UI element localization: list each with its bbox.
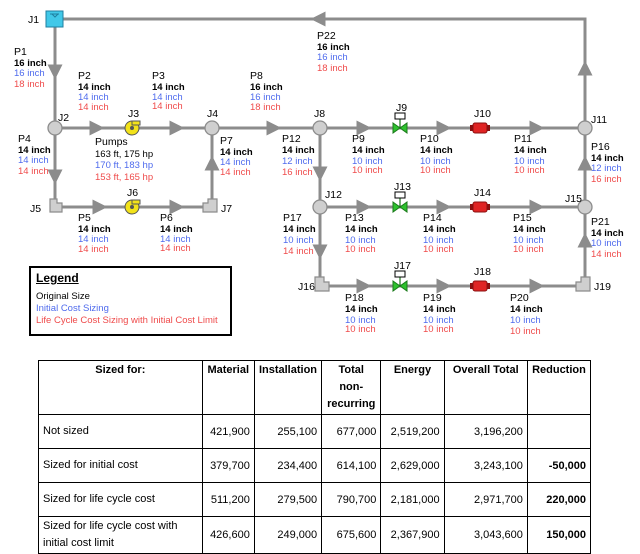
label-j17: J17 xyxy=(394,260,411,272)
pipe-label-p11 xyxy=(514,133,547,176)
svg-text:P22: P22 xyxy=(317,30,336,42)
legend-original: Original Size xyxy=(36,291,90,302)
label-j3: J3 xyxy=(128,108,140,120)
svg-text:P1: P1 xyxy=(14,46,27,58)
svg-text:10 inch: 10 inch xyxy=(423,324,454,335)
cell-material: 379,700 xyxy=(202,449,254,483)
cell-energy: 2,629,000 xyxy=(381,449,444,483)
svg-text:14 inch: 14 inch xyxy=(420,145,453,156)
svg-text:14 inch: 14 inch xyxy=(591,249,622,260)
svg-text:P16: P16 xyxy=(591,141,610,153)
table-row xyxy=(39,517,591,554)
svg-text:14 inch: 14 inch xyxy=(345,304,378,315)
svg-text:P2: P2 xyxy=(78,70,91,82)
pipe-label-p19 xyxy=(423,292,456,335)
svg-text:10 inch: 10 inch xyxy=(345,315,376,326)
svg-text:10 inch: 10 inch xyxy=(283,235,314,246)
svg-text:P3: P3 xyxy=(152,70,165,82)
svg-text:P15: P15 xyxy=(513,212,532,224)
svg-text:16 inch: 16 inch xyxy=(250,92,281,103)
pipe-label-p9 xyxy=(352,133,385,176)
svg-text:P21: P21 xyxy=(591,216,610,228)
svg-text:P8: P8 xyxy=(250,70,263,82)
svg-text:10 inch: 10 inch xyxy=(345,324,376,335)
svg-text:14 inch: 14 inch xyxy=(18,155,49,166)
label-j19: J19 xyxy=(594,281,611,293)
junction-j12[interactable] xyxy=(313,200,327,214)
pipe-label-p13 xyxy=(345,212,378,255)
label-j18: J18 xyxy=(474,266,491,278)
elbow-j16[interactable] xyxy=(315,277,329,291)
cell-total: 3,196,200 xyxy=(444,415,527,449)
valve-j17[interactable] xyxy=(393,271,407,291)
row-label: Sized for life cycle cost with initial cost limit xyxy=(39,517,203,554)
junction-j11[interactable] xyxy=(578,121,592,135)
svg-text:16 inch: 16 inch xyxy=(250,82,283,93)
svg-text:14 inch: 14 inch xyxy=(152,92,183,103)
svg-text:P12: P12 xyxy=(282,133,301,145)
svg-text:P7: P7 xyxy=(220,135,233,147)
cell-installation: 249,000 xyxy=(254,517,321,554)
cell-reduction: 220,000 xyxy=(527,483,590,517)
pipe-label-p7 xyxy=(220,135,253,178)
row-label: Sized for initial cost xyxy=(39,449,203,483)
svg-text:P10: P10 xyxy=(420,133,439,145)
cell-nonrecurring: 790,700 xyxy=(322,483,381,517)
svg-text:18 inch: 18 inch xyxy=(14,79,45,90)
svg-text:10 inch: 10 inch xyxy=(513,244,544,255)
heat-exchanger-j14[interactable] xyxy=(470,202,490,212)
svg-text:14 inch: 14 inch xyxy=(283,246,314,257)
svg-text:14 inch: 14 inch xyxy=(78,234,109,245)
svg-text:14 inch: 14 inch xyxy=(18,145,51,156)
label-j6: J6 xyxy=(127,187,139,199)
svg-text:12 inch: 12 inch xyxy=(282,156,313,167)
header-material: Material xyxy=(202,361,254,415)
svg-text:16 inch: 16 inch xyxy=(14,58,47,69)
pipe-label-p21 xyxy=(591,216,624,260)
svg-text:10 inch: 10 inch xyxy=(513,235,544,246)
svg-text:10 inch: 10 inch xyxy=(423,315,454,326)
svg-text:14 inch: 14 inch xyxy=(510,304,543,315)
header-installation: Installation xyxy=(254,361,321,415)
svg-text:14 inch: 14 inch xyxy=(423,304,456,315)
svg-text:10 inch: 10 inch xyxy=(510,326,541,337)
cell-nonrecurring: 614,100 xyxy=(322,449,381,483)
label-j15: J15 xyxy=(565,193,582,205)
svg-text:P6: P6 xyxy=(160,212,173,224)
cell-reduction: -50,000 xyxy=(527,449,590,483)
table-row xyxy=(39,415,591,449)
pipe-label-p22 xyxy=(317,30,350,74)
cell-material: 511,200 xyxy=(202,483,254,517)
label-j13: J13 xyxy=(394,181,411,193)
svg-text:153 ft, 165 hp: 153 ft, 165 hp xyxy=(95,172,154,183)
cell-energy: 2,181,000 xyxy=(381,483,444,517)
svg-text:14 inch: 14 inch xyxy=(78,224,111,235)
label-j9: J9 xyxy=(396,102,408,114)
heat-exchanger-j18[interactable] xyxy=(470,281,490,291)
svg-text:14 inch: 14 inch xyxy=(220,167,251,178)
svg-text:10 inch: 10 inch xyxy=(420,165,451,176)
svg-text:14 inch: 14 inch xyxy=(160,234,191,245)
cell-material: 421,900 xyxy=(202,415,254,449)
svg-text:14 inch: 14 inch xyxy=(345,224,378,235)
heat-exchanger-j10[interactable] xyxy=(470,123,490,133)
label-j8: J8 xyxy=(314,108,326,120)
pipe-label-p6 xyxy=(160,212,193,254)
svg-text:P17: P17 xyxy=(283,212,302,224)
svg-text:P20: P20 xyxy=(510,292,529,304)
svg-text:18 inch: 18 inch xyxy=(317,63,348,74)
pipe-label-p18 xyxy=(345,292,378,335)
svg-text:18 inch: 18 inch xyxy=(250,102,281,113)
svg-text:16 inch: 16 inch xyxy=(317,52,348,63)
pipe-label-p5 xyxy=(78,212,111,255)
label-j16: J16 xyxy=(298,281,315,293)
svg-text:10 inch: 10 inch xyxy=(345,244,376,255)
cell-reduction xyxy=(527,415,590,449)
pipe-label-p15 xyxy=(513,212,546,255)
svg-text:16 inch: 16 inch xyxy=(317,42,350,53)
svg-text:P13: P13 xyxy=(345,212,364,224)
pipe-label-p12 xyxy=(282,133,315,178)
label-j7: J7 xyxy=(221,203,233,215)
header-energy: Energy xyxy=(381,361,444,415)
cell-nonrecurring: 677,000 xyxy=(322,415,381,449)
svg-text:10 inch: 10 inch xyxy=(420,156,451,167)
svg-text:163 ft, 175 hp: 163 ft, 175 hp xyxy=(95,149,154,160)
label-j4: J4 xyxy=(207,108,219,120)
cell-installation: 234,400 xyxy=(254,449,321,483)
label-j10: J10 xyxy=(474,108,491,120)
tank-j1[interactable] xyxy=(46,11,63,27)
svg-text:14 inch: 14 inch xyxy=(591,153,624,164)
svg-text:14 inch: 14 inch xyxy=(220,147,253,158)
elbow-j5[interactable] xyxy=(50,199,62,212)
cell-reduction: 150,000 xyxy=(527,517,590,554)
pipe-label-p14 xyxy=(423,212,456,255)
cell-total: 3,043,600 xyxy=(444,517,527,554)
pipe-label-p10 xyxy=(420,133,453,176)
svg-text:Pumps: Pumps xyxy=(95,136,128,148)
svg-text:14 inch: 14 inch xyxy=(220,157,251,168)
svg-text:14 inch: 14 inch xyxy=(513,224,546,235)
svg-text:10 inch: 10 inch xyxy=(352,165,383,176)
svg-text:10 inch: 10 inch xyxy=(514,165,545,176)
row-label: Not sized xyxy=(39,415,203,449)
svg-text:P5: P5 xyxy=(78,212,91,224)
pipe-label-p17 xyxy=(283,212,316,257)
cell-total: 2,971,700 xyxy=(444,483,527,517)
junction-j8[interactable] xyxy=(313,121,327,135)
pump-j6[interactable] xyxy=(125,200,140,214)
cell-material: 426,600 xyxy=(202,517,254,554)
header-sized-for: Sized for: xyxy=(39,361,203,415)
svg-text:P18: P18 xyxy=(345,292,364,304)
svg-text:P9: P9 xyxy=(352,133,365,145)
svg-text:10 inch: 10 inch xyxy=(352,156,383,167)
table-header-row xyxy=(39,361,591,415)
legend-title: Legend xyxy=(36,271,79,285)
header-overall-total: Overall Total xyxy=(444,361,527,415)
svg-text:P11: P11 xyxy=(514,133,532,145)
svg-text:P14: P14 xyxy=(423,212,442,224)
svg-text:14 inch: 14 inch xyxy=(283,224,316,235)
svg-text:10 inch: 10 inch xyxy=(423,244,454,255)
label-j2: J2 xyxy=(58,112,70,124)
svg-text:14 inch: 14 inch xyxy=(152,82,185,93)
svg-text:10 inch: 10 inch xyxy=(423,235,454,246)
header-nonrecurring: Total non-recurring xyxy=(322,361,381,415)
cell-nonrecurring: 675,600 xyxy=(322,517,381,554)
label-j14: J14 xyxy=(474,187,491,199)
pipe-label-p2 xyxy=(78,70,111,113)
elbow-j19[interactable] xyxy=(576,277,590,291)
svg-text:14 inch: 14 inch xyxy=(514,145,547,156)
svg-text:14 inch: 14 inch xyxy=(152,101,183,112)
svg-text:14 inch: 14 inch xyxy=(282,145,315,156)
pipe-label-p8 xyxy=(250,70,283,113)
cost-table xyxy=(38,360,591,554)
svg-text:10 inch: 10 inch xyxy=(514,156,545,167)
row-label: Sized for life cycle cost xyxy=(39,483,203,517)
legend-initial: Initial Cost Sizing xyxy=(36,303,109,314)
junction-j4[interactable] xyxy=(205,121,219,135)
cell-energy: 2,519,200 xyxy=(381,415,444,449)
svg-text:14 inch: 14 inch xyxy=(78,102,109,113)
svg-text:14 inch: 14 inch xyxy=(591,228,624,239)
valve-j9[interactable] xyxy=(393,113,407,133)
svg-text:14 inch: 14 inch xyxy=(18,166,49,177)
elbow-j7[interactable] xyxy=(203,199,217,212)
label-j11: J11 xyxy=(591,114,608,126)
cell-installation: 255,100 xyxy=(254,415,321,449)
pipe-label-p16 xyxy=(591,141,624,185)
header-reduction: Reduction xyxy=(527,361,590,415)
valve-j13[interactable] xyxy=(393,192,407,212)
svg-text:P19: P19 xyxy=(423,292,442,304)
svg-text:14 inch: 14 inch xyxy=(160,224,193,235)
pipe-label-p4 xyxy=(18,133,51,177)
pipe-label-p20 xyxy=(510,292,543,337)
label-j5: J5 xyxy=(30,203,42,215)
svg-text:14 inch: 14 inch xyxy=(423,224,456,235)
svg-text:16 inch: 16 inch xyxy=(591,174,622,185)
svg-text:14 inch: 14 inch xyxy=(78,244,109,255)
label-j1: J1 xyxy=(28,14,40,26)
svg-text:16 inch: 16 inch xyxy=(282,167,313,178)
svg-text:10 inch: 10 inch xyxy=(510,315,541,326)
svg-text:14 inch: 14 inch xyxy=(78,82,111,93)
cell-installation: 279,500 xyxy=(254,483,321,517)
legend xyxy=(29,266,232,336)
svg-text:12 inch: 12 inch xyxy=(591,163,622,174)
pump-j3[interactable] xyxy=(125,121,140,135)
cell-energy: 2,367,900 xyxy=(381,517,444,554)
cell-total: 3,243,100 xyxy=(444,449,527,483)
svg-text:14 inch: 14 inch xyxy=(160,243,191,254)
svg-text:14 inch: 14 inch xyxy=(78,92,109,103)
svg-text:14 inch: 14 inch xyxy=(352,145,385,156)
svg-text:10 inch: 10 inch xyxy=(591,238,622,249)
table-row xyxy=(39,483,591,517)
label-j12: J12 xyxy=(325,189,342,201)
svg-text:P4: P4 xyxy=(18,133,31,145)
svg-text:170 ft, 183 hp: 170 ft, 183 hp xyxy=(95,160,154,171)
pipe-label-p3 xyxy=(152,70,185,112)
legend-lifecycle: Life Cycle Cost Sizing with Initial Cost Limit xyxy=(36,315,218,326)
svg-text:10 inch: 10 inch xyxy=(345,235,376,246)
pump-label xyxy=(95,136,153,183)
pipe-label-p1 xyxy=(14,46,47,90)
svg-text:16 inch: 16 inch xyxy=(14,68,45,79)
table-row xyxy=(39,449,591,483)
